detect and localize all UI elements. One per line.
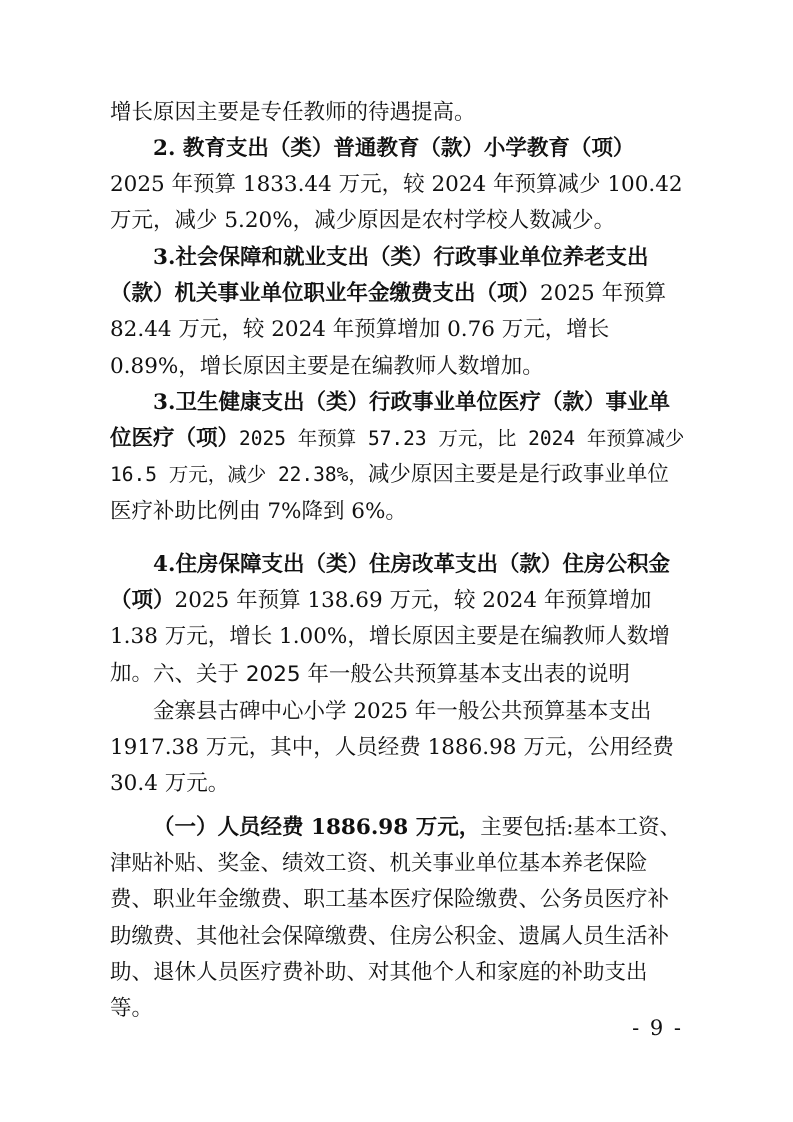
paragraph-teacher-pay [110,95,686,131]
paragraph-text: 增长原因主要是专任教师的待遇提高。 [110,100,476,125]
item-heading: 3.卫生健康支出（类）行政事业单位医疗（款）事业单位医疗（项） [110,390,670,452]
item-body-figures: 2025 年预算 57.23 万元，比 2024 年预算减少 16.5 万元，减少 22.38%， [110,427,685,487]
paragraph-basic-expenditure [110,694,686,803]
item-heading: 2. 教育支出（类）普通教育（款）小学教育（项） [153,136,635,161]
paragraph-health [110,385,686,530]
paragraph-social-security [110,240,686,385]
paragraph-personnel-expenses [110,810,686,1027]
item-body: 2025 年预算 82.44 万元，较 2024 年预算增加 0.76 万元，增长 0.89%，增长原因主要是在编教师人数增加。 [110,281,667,379]
page-number: - 9 - [632,1016,683,1040]
section-heading [110,657,686,693]
item-body: 2025 年预算 138.69 万元，较 2024 年预算增加 1.38 万元，增长 1.00%，增长原因主要是在编教师人数增加。 [110,588,670,686]
paragraph-text: 金寨县古碑中心小学 2025 年一般公共预算基本支出 1917.38 万元，其中，人员经费 1886.98 万元，公用经费 30.4 万元。 [110,699,674,797]
paragraph-primary-education [110,131,686,240]
item-heading: 3.社会保障和就业支出（类）行政事业单位养老支出（款）机关事业单位职业年金缴费支出（项） [110,245,649,307]
item-body: 2025 年预算 1833.44 万元，较 2024 年预算减少 100.42 万元，减少 5.20%，减少原因是农村学校人数减少。 [110,172,683,234]
item-heading: （一）人员经费 1886.98 万元， [153,815,481,840]
item-body: 主要包括:基本工资、津贴补贴、奖金、绩效工资、机关事业单位基本养老保险费、职业年金缴费、职工基本医疗保险缴费、公务员医疗补助缴费、其他社会保障缴费、住房公积金、遗属人员生活补助、退休人员医疗费补助、对其他个人和家庭的补助支出等。 [110,815,681,1022]
item-body: 减少原因主要是是行政事业单位医疗补助比例由 7%降到 6%。 [110,462,669,524]
item-heading: 4.住房保障支出（类）住房改革支出（款）住房公积金（项） [110,552,670,614]
section-title: 六、关于 2025 年一般公共预算基本支出表的说明 [153,662,630,687]
